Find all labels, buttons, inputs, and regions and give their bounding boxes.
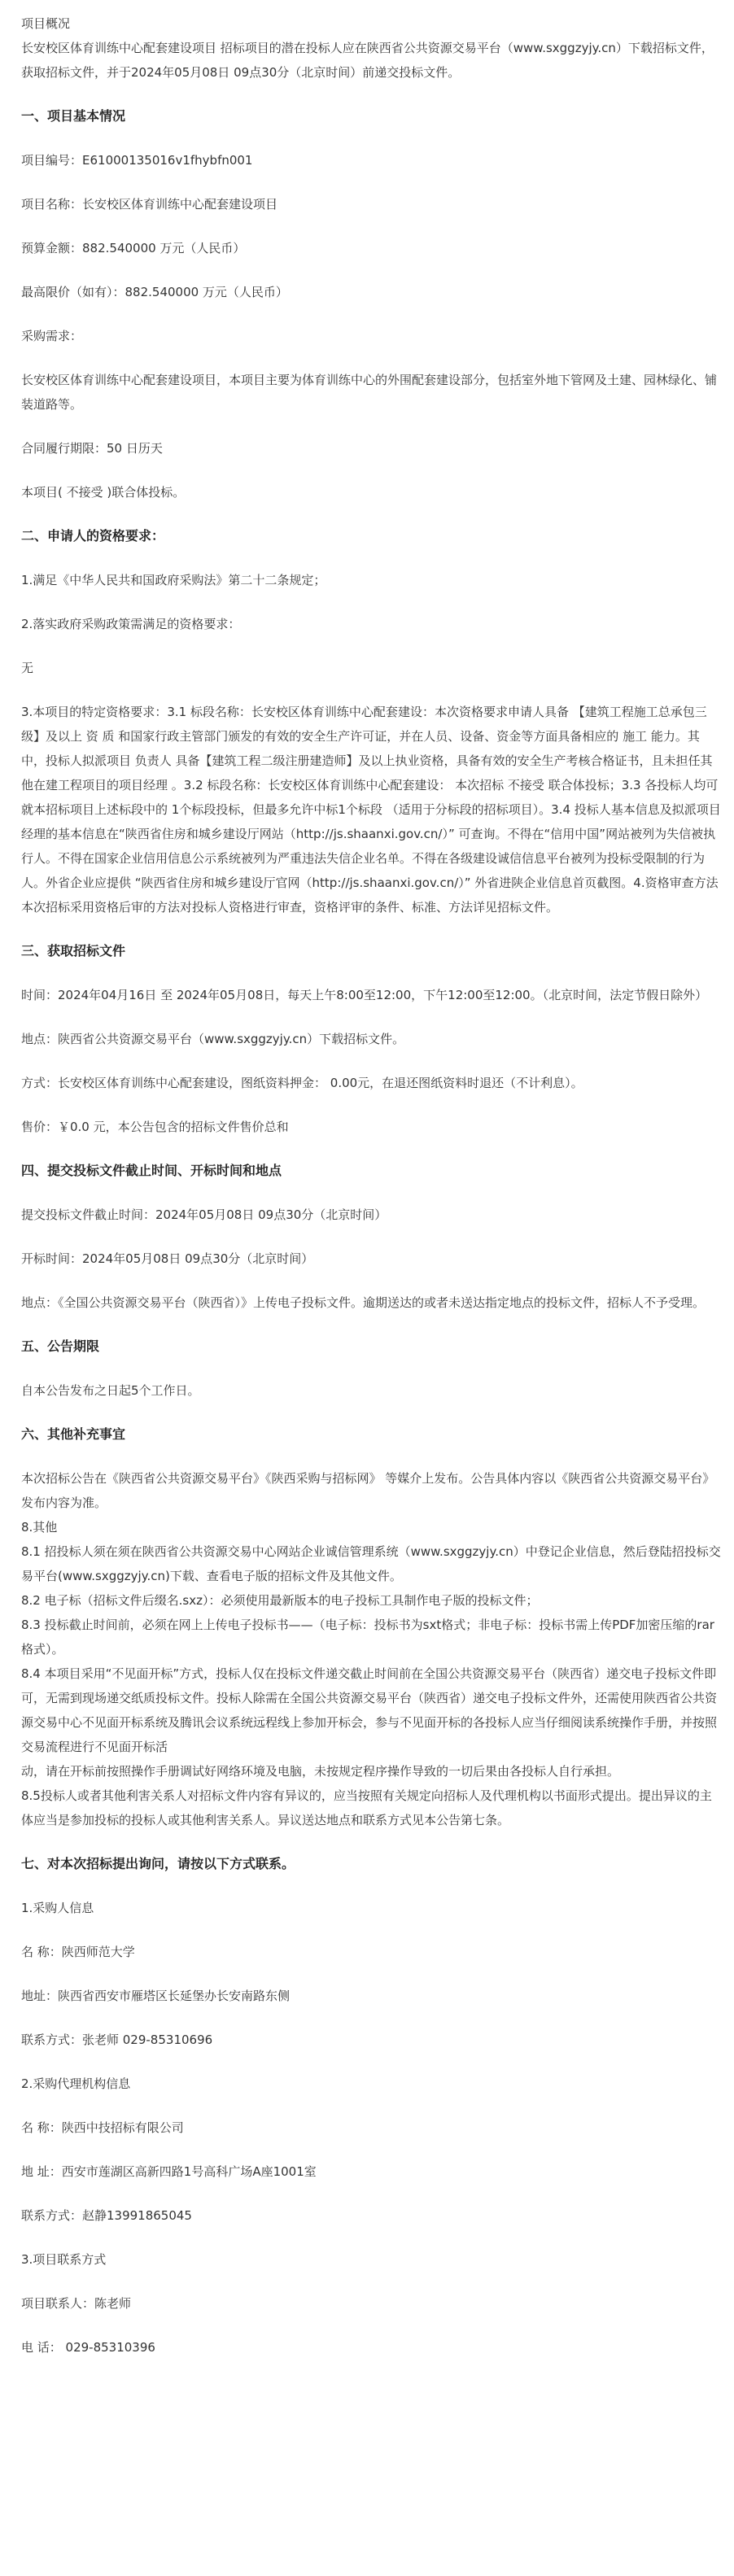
procurement-need-text: 长安校区体育训练中心配套建设项目，本项目主要为体育训练中心的外围配套建设部分，包括室外地下管网及土建、园林绿化、铺装道路等。 — [21, 373, 718, 412]
document-price: 售价：￥0.0 元，本公告包含的招标文件售价总和 — [21, 1120, 289, 1134]
buyer-name: 名 称：陕西师范大学 — [21, 1945, 135, 1959]
other-item-8-4-continued: 动，请在开标前按照操作手册调试好网络环境及电脑，未按规定程序操作导致的一切后果由各投标人自行承担。 — [21, 1764, 620, 1779]
procurement-need-label: 采购需求： — [21, 329, 83, 343]
overview-title: 项目概况 — [21, 16, 71, 31]
qualification-1: 1.满足《中华人民共和国政府采购法》第二十二条规定； — [21, 573, 326, 587]
other-item-8-5: 8.5投标人或者其他利害关系人对招标文件内容有异议的，应当按照有关规定向招标人及代理机构以书面形式提出。提出异议的主体应当是参加投标的投标人或其他利害关系人。异议送达地点和联系方式见本公告第七条。 — [21, 1788, 712, 1827]
obtain-method: 方式：长安校区体育训练中心配套建设，图纸资料押金： 0.00元，在退还图纸资料时退还（不计利息）。 — [21, 1076, 583, 1090]
overview-text: 长安校区体育训练中心配套建设项目 招标项目的潜在投标人应在陕西省公共资源交易平台（www.sxggzyjy.cn）下载招标文件，获取招标文件，并于2024年05月08日 09点30分（北京时间）前递交投标文件。 — [21, 41, 714, 80]
section-heading-deadline: 四、提交投标文件截止时间、开标时间和地点 — [21, 1163, 282, 1178]
project-number: 项目编号：E61000135016v1fhybfn001 — [21, 153, 253, 168]
submission-deadline: 提交投标文件截止时间：2024年05月08日 09点30分（北京时间） — [21, 1207, 387, 1222]
project-name: 项目名称：长安校区体育训练中心配套建设项目 — [21, 197, 278, 212]
agent-address: 地 址：西安市莲湖区高新四路1号高科广场A座1001室 — [21, 2164, 317, 2179]
buyer-info-label: 1.采购人信息 — [21, 1901, 94, 1915]
other-item-8-2: 8.2 电子标（招标文件后缀名.sxz）：必须使用最新版本的电子投标工具制作电子版的投标文件； — [21, 1593, 539, 1608]
max-price: 最高限价（如有）：882.540000 万元（人民币） — [21, 285, 288, 299]
project-contact-label: 3.项目联系方式 — [21, 2252, 107, 2267]
other-label: 8.其他 — [21, 1520, 58, 1535]
qualification-3: 3.本项目的特定资格要求：3.1 标段名称：长安校区体育训练中心配套建设：本次资格要求申请人具备 【建筑工程施工总承包三级】及以上 资 质 和国家行政主管部门颁发的有效的安全生产许可证，并在人员、设备、资金等方面具备相应的 施工 能力。其中，投标人拟派项目 负责人 具备【建筑工程二级注册建造师】及以上执业资格，具备有效的安全生产考核合格证书，且未担任其他在建工程项目的项目经理 。3.2 标段名称：长安校区体育训练中心配套建设： 本次招标 不接受 联合体投标；3.3 各投标人均可就本招标项目上述标段中的 1个标段投标，但最多允许中标1个标段 （适用于分标段的招标项目）。3.4 投标人基本信息及拟派项目经理的基本信息在“陕西省住房和城乡建设厅网站（http://js.shaanxi.gov.cn/）” 可查询。不得在“信用中国”网站被列为失信被执行人。不得在国家企业信用信息公示系统被列为严重违法失信企业名单。不得在各级建设诚信信息平台被列为投标受限制的行为人。外省企业应提供 “陕西省住房和城乡建设厅官网（http://js.shaanxi.gov.cn/）” 外省进陕企业信息首页截图。4.资格审查方法本次招标采用资格后审的方法对投标人资格进行审查，资格评审的条件、标准、方法详见招标文件。 — [21, 705, 721, 915]
agent-info-label: 2.采购代理机构信息 — [21, 2076, 131, 2091]
qualification-2-value: 无 — [21, 661, 34, 675]
other-item-8-1: 8.1 招投标人须在须在陕西省公共资源交易中心网站企业诚信管理系统（www.sxggzyjy.cn）中登记企业信息，然后登陆招投标交易平台(www.sxggzyjy.cn)下载、查看电子版的招标文件及其他文件。 — [21, 1544, 721, 1583]
agent-contact: 联系方式：赵静13991865045 — [21, 2208, 192, 2223]
section-heading-other: 六、其他补充事宜 — [21, 1426, 126, 1442]
project-contact-person: 项目联系人：陈老师 — [21, 2296, 132, 2311]
budget-amount: 预算金额：882.540000 万元（人民币） — [21, 241, 246, 255]
consortium-note: 本项目( 不接受 )联合体投标。 — [21, 485, 186, 500]
agent-name: 名 称：陕西中技招标有限公司 — [21, 2120, 184, 2135]
other-item-8-3: 8.3 投标截止时间前，必须在网上上传电子投标书——（电子标：投标书为sxt格式；非电子标：投标书需上传PDF加密压缩的rar格式）。 — [21, 1618, 714, 1657]
section-heading-qualifications: 二、申请人的资格要求： — [21, 528, 165, 544]
section-heading-contact: 七、对本次招标提出询问，请按以下方式联系。 — [21, 1856, 295, 1871]
section-heading-obtain-documents: 三、获取招标文件 — [21, 943, 126, 958]
section-heading-basic-info: 一、项目基本情况 — [21, 108, 126, 124]
obtain-place: 地点：陕西省公共资源交易平台（www.sxggzyjy.cn）下载招标文件。 — [21, 1032, 405, 1046]
buyer-address: 地址：陕西省西安市雁塔区长延堡办长安南路东侧 — [21, 1989, 291, 2003]
publish-media-note: 本次招标公告在《陕西省公共资源交易平台》《陕西采购与招标网》 等媒介上发布。公告具体内容以《陕西省公共资源交易平台》发布内容为准。 — [21, 1471, 715, 1510]
opening-place: 地点：《全国公共资源交易平台（陕西省）》上传电子投标文件。逾期送达的或者未送达指定地点的投标文件，招标人不予受理。 — [21, 1295, 706, 1310]
contract-period: 合同履行期限：50 日历天 — [21, 441, 163, 456]
project-contact-phone: 电 话： 029-85310396 — [21, 2340, 155, 2355]
section-heading-period: 五、公告期限 — [21, 1338, 100, 1354]
qualification-2: 2.落实政府采购政策需满足的资格要求： — [21, 617, 241, 631]
buyer-contact: 联系方式：张老师 029-85310696 — [21, 2032, 213, 2047]
other-item-8-4: 8.4 本项目采用“不见面开标”方式，投标人仅在投标文件递交截止时间前在全国公共资源交易平台（陕西省）递交电子投标文件即可，无需到现场递交纸质投标文件。投标人除需在全国公共资源交易平台（陕西省）递交电子投标文件外，还需使用陕西省公共资源交易中心不见面开标系统及腾讯会议系统远程线上参加开标会，参与不见面开标的各投标人应当仔细阅读系统操作手册，并按照交易流程进行不见面开标活 — [21, 1666, 718, 1754]
announcement-period: 自本公告发布之日起5个工作日。 — [21, 1383, 200, 1398]
opening-time: 开标时间：2024年05月08日 09点30分（北京时间） — [21, 1251, 314, 1266]
obtain-time: 时间：2024年04月16日 至 2024年05月08日，每天上午8:00至12:00，下午12:00至12:00。（北京时间，法定节假日除外） — [21, 988, 708, 1002]
